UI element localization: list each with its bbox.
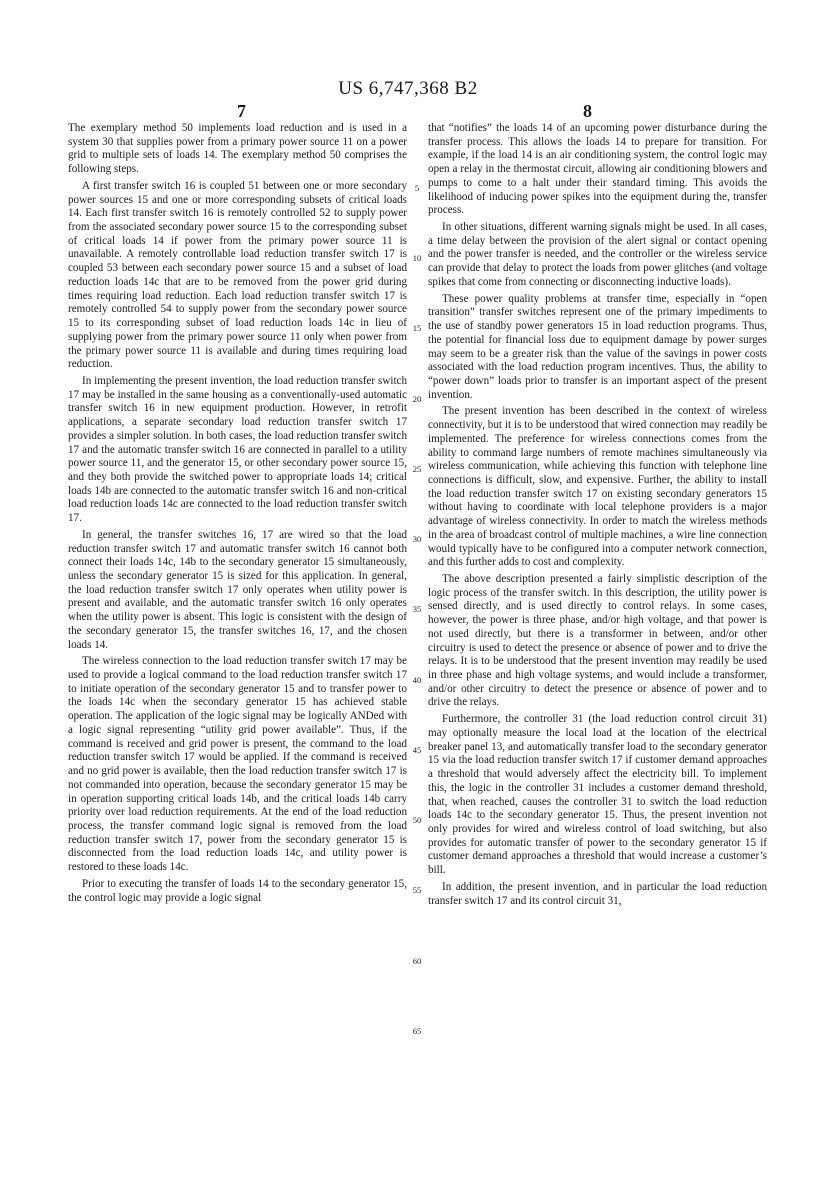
line-number: 20 <box>412 394 422 404</box>
left-paragraph-5: The wireless connection to the load reduction transfer switch 17 may be used to provide a logical command to the load reduction transfer switch 17 to initiate operation of the secondary generator 15 and to transfer power to the loads 14c when the secondary generator 15 has achieved stable operation. The application of the logic signal may be logically ANDed with a logic signal representing “utility grid power available”. Thus, if the command is received and grid power is present, the command to the load reduction transfer switch 17 would be applied. If the command is received and no grid power is available, then the load reduction transfer switch 17 is not commanded into operation, because the secondary generator 15 may be in operation supporting critical loads 14b, and the critical loads 14b carry priority over load reduction requirements. At the end of the load reduction process, the transfer command logic signal is removed from the load reduction transfer switch 17, power from the secondary generator 15 is disconnected from the load reduction loads 14c, and utility power is restored to these loads 14c. <box>68 655 407 874</box>
right-column-number: 8 <box>583 101 592 121</box>
line-number: 30 <box>412 534 422 544</box>
right-paragraph-2: In other situations, different warning signals might be used. In all cases, a time delay between the provision of the alert signal or contact opening and the power transfer is needed, and the controller or the wireless service can provide that delay to protect the loads from power glitches (and voltage spikes that come from connecting or disconnecting inductive loads). <box>428 221 767 288</box>
line-number: 45 <box>412 745 422 755</box>
left-paragraph-1: The exemplary method 50 implements load reduction and is used in a system 30 that supplies power from a primary power source 11 on a power grid to multiple sets of loads 14. The exemplary method 50 comprises the following steps. <box>68 122 407 176</box>
left-text-column <box>68 122 407 908</box>
right-paragraph-6: Furthermore, the controller 31 (the load reduction control circuit 31) may optionally measure the local load at the location of the electrical breaker panel 13, and automatically transfer load to the secondary generator 15 via the load reduction transfer switch 17 if customer demand approaches a threshold that would adversely affect the electricity bill. To implement this, the logic in the controller 31 includes a customer demand threshold, that, when reached, causes the controller 31 to switch the load reduction loads 14c to the secondary generator 15. Thus, the present invention not only provides for wired and wireless control of load switching, but also provides for automatic transfer of power to the secondary generator 15 if customer demand approaches a threshold that would increase a customer’s bill. <box>428 713 767 877</box>
left-paragraph-3: In implementing the present invention, the load reduction transfer switch 17 may be installed in the same housing as a conventionally-used automatic transfer switch 16 in new equipment production. However, in retrofit applications, a separate secondary load reduction transfer switch 17 provides a simpler solution. In both cases, the load reduction transfer switch 17 and the automatic transfer switch 16 are connected in parallel to a utility power source 11, and the generator 15, or other secondary power source 15, and they both provide the switched power to appropriate loads 14; critical loads 14b are connected to the automatic transfer switch 16 and non-critical load reduction loads 14c are connected to the load reduction transfer switch 17. <box>68 374 407 525</box>
line-number: 50 <box>412 815 422 825</box>
right-paragraph-3: These power quality problems at transfer time, especially in “open transition” transfer switches represent one of the primary impediments to the use of standby power generators 15 in load reduction programs. Thus, the potential for financial loss due to equipment damage by power surges may seem to be a greater risk than the value of the savings in power costs associated with the load reduction program incentives. Thus, the ability to “power down” loads prior to transfer is an important aspect of the present invention. <box>428 292 767 401</box>
left-column-number: 7 <box>237 101 246 121</box>
line-number: 60 <box>412 956 422 966</box>
right-paragraph-4: The present invention has been described in the context of wireless connectivity, but it is to be understood that wired connection may readily be implemented. The preference for wireless connections comes from the ability to command large numbers of remote machines simultaneously via wireless communication, while achieving this function with telephone line connections is difficult, slow, and expensive. Further, the ability to install the load reduction transfer switch 17 on existing secondary generators 15 without having to coordinate with local telephone providers is a major advantage of wireless connectivity. In order to match the wireless methods in the area of broadcast control of multiple machines, a wire line connection would typically have to be configured into a computer network connection, and this further adds to cost and complexity. <box>428 405 767 569</box>
line-number: 40 <box>412 675 422 685</box>
line-number: 65 <box>412 1026 422 1036</box>
right-paragraph-5: The above description presented a fairly simplistic description of the logic process of the transfer switch. In this description, the utility power is sensed directly, and is used directly to control relays. In some cases, however, the power is three phase, and/or high voltage, and that power is not used directly, but there is a transformer in between, and/or other circuitry is used to detect the presence or absence of power and to drive the relays. It is to be understood that the present invention may readily be used in three phase and high voltage systems, and would include a transformer, and/or other circuitry to detect the presence or absence of power and to drive the relays. <box>428 573 767 709</box>
line-number: 25 <box>412 464 422 474</box>
line-number: 10 <box>412 253 422 263</box>
right-paragraph-7: In addition, the present invention, and in particular the load reduction transfer switch 17 and its control circuit 31, <box>428 880 767 907</box>
left-paragraph-6: Prior to executing the transfer of loads 14 to the secondary generator 15, the control logic may provide a logic signal <box>68 877 407 904</box>
line-number: 55 <box>412 885 422 895</box>
patent-number: US 6,747,368 B2 <box>338 78 478 99</box>
left-paragraph-2: A first transfer switch 16 is coupled 51 between one or more secondary power sources 15 and one or more corresponding subsets of critical loads 14. Each first transfer switch 16 is remotely controlled 52 to supply power from the associated secondary power source 15 to the corresponding subset of critical loads 14 if power from the primary power source 11 is unavailable. A remotely controllable load reduction transfer switch 17 is coupled 53 between each secondary power source 15 and a subset of load reduction loads 14c that are to be removed from the power grid during times requiring load reduction. Each load reduction transfer switch 17 is remotely controlled 54 to supply power from the secondary power source 15 to its corresponding subset of load reduction loads 14c in lieu of supplying power from the primary power source 11 only when power from the primary power source 11 is available and during times requiring load reduction. <box>68 179 407 371</box>
right-text-column <box>428 122 767 911</box>
left-paragraph-4: In general, the transfer switches 16, 17 are wired so that the load reduction transfer switch 17 and automatic transfer switch 16 cannot both connect their loads 14c, 14b to the secondary generator 15 simultaneously, unless the secondary generator 15 is sized for this application. In general, the load reduction transfer switch 17 only operates when utility power is present and available, and the automatic transfer switch 16 only operates when the utility power is absent. This logic is consistent with the design of the secondary generator 15, the transfer switches 16, 17, and the chosen loads 14. <box>68 528 407 651</box>
right-paragraph-1: that “notifies” the loads 14 of an upcoming power disturbance during the transfer process. This allows the loads 14 to prepare for transition. For example, if the load 14 is an air conditioning system, the control logic may open a relay in the thermostat circuit, allowing air conditioning blowers and pumps to come to a halt under their standard timing. This avoids the likelihood of inducing power spikes into the equipment during the, transfer process. <box>428 122 767 217</box>
line-number: 35 <box>412 604 422 614</box>
line-number: 15 <box>412 323 422 333</box>
line-number: 5 <box>414 183 420 193</box>
